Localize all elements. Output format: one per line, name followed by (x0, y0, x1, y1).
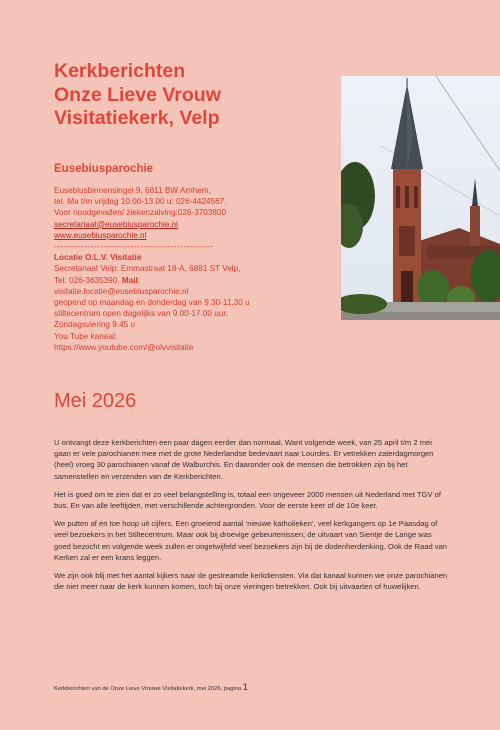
divider: ------------------------------------------------ (54, 242, 214, 252)
paragraph: We putten af en toe hoop uit cijfers. Een groeiend aantal ‘nieuwe katholieken’, veel kerkgangers op 1e Paasdag of veel bezoekers in het Stiltecentrum. Maar ook bij droevige gebeurtenissen; de uitvaart van Sientje de Lange was goed bezocht en volgende week zullen er ongetwijfeld veel bezoekers zijn bij de dodenherdenking. Ook de Raad van Kerken zal er een krans leggen. (54, 519, 448, 562)
title-line-3: Visitatiekerk, Velp (54, 107, 220, 129)
parish-website-link[interactable]: www.eusebiusparochie.nl (54, 230, 147, 240)
newsletter-title (54, 60, 334, 131)
mail-colon: : (137, 275, 141, 285)
footer-text: Kerkberichten van de Onze Lieve Vrouwe Visitatiekerk, mei 2026, pagina (54, 686, 243, 692)
parish-phone-hours: tel. Ma t/m vrijdag 10.00-13.00 u: 026-4424567. (54, 197, 227, 207)
parish-address: Eusebiusbinnensingel 9, 6811 BW Arnhem, (54, 186, 211, 195)
contact-block (54, 185, 334, 353)
location-email[interactable]: visitatie.locatie@eusebiusparochie.nl (54, 286, 189, 296)
month-heading: Mei 2026 (54, 390, 137, 412)
parish-name: Eusebiusparochie (54, 163, 154, 175)
paragraph: We zijn ook blij met het aantal kijkers naar de gestreamde kerkdiensten. Via dat kanaal kunnen we onze parochianen die niet meer naar de kerk kunnen komen, toch bij onze vieringen betrekken. Ook bij uitvaarten of huwelijken. (54, 571, 448, 592)
location-open-hours: geopend op maandag en donderdag van 9.30-11.30 u (54, 298, 250, 308)
article-body (54, 437, 448, 599)
location-tel-line (54, 275, 334, 286)
paragraph: Het is goed om te zien dat er zo veel belangstelling is, totaal een ongeveer 2000 mensen uit Nederland met TGV of bus. En van alle leeftijden, met verschillende achtergronden. Voor de eerste keer of de 10e keer. (54, 489, 441, 511)
location-tel: Tel: 026-3635390. (54, 275, 122, 285)
youtube-label: You Tube kanaal: (54, 331, 117, 341)
title-line-2: Onze Lieve Vrouw (54, 83, 221, 106)
sunday-service: Zondagsviering 9.45 u (54, 320, 136, 330)
location-name: Locatie O.L.V. Visitatie (54, 253, 142, 263)
paragraph: U ontvangt deze kerkberichten een paar dagen eerder dan normaal. Want volgende week, van 25 april t/m 2 mei gaan er vele parochianen mee met de grote Nederlandse bedevaart naar Lourdes. Er vetrekken zaterdagmorgen (heel) vroeg 30 parochianen vanaf de Walburchis. En daaronder ook de mensen die betrokken zijn bij het samenstellen en verzenden van de Kerkberichten. (54, 438, 434, 481)
mail-label: Mail (121, 275, 138, 285)
youtube-link[interactable]: https://www.youtube.com/@olvvisitatie (54, 342, 194, 352)
church-photo (341, 76, 500, 320)
title-line-1: Kerkberichten (54, 60, 186, 82)
location-address: Secretariaat Velp: Emmastraat 18-A, 6881 ST Velp, (54, 264, 241, 274)
silence-centre-hours: stiltecentrum open dagelijks van 9.00-17.00 uur. (54, 309, 228, 319)
emergency-phone: Voor noodgevallen/ ziekenzalving:026-3703800 (54, 208, 227, 218)
page-number: 1 (242, 682, 248, 692)
parish-email-link[interactable]: secretariaat@eusebiusparochie.nl (54, 219, 178, 229)
page-footer (54, 682, 248, 692)
